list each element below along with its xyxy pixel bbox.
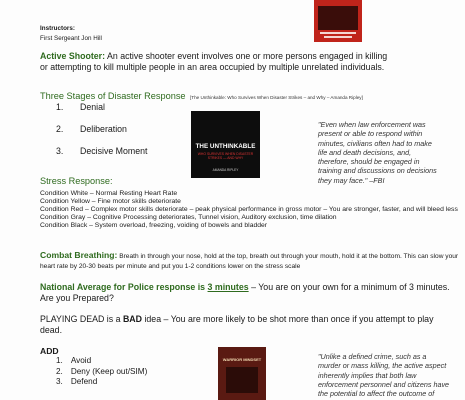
warrior-mindset-quote: "Unlike a defined crime, such as a murder or mass killing, the active aspect inherently implies that both law enforcement personnel and citizens have the potential to affect the outcome of [318, 352, 450, 399]
condition-red: Condition Red – Complex motor skills deteriorate – peak physical performance in gross motor – You are stronger, faster, and will bleed less [40, 206, 458, 214]
add-item-label: Defend [70, 377, 98, 386]
stage-item: 2. [56, 124, 64, 134]
add-item-label: Deny (Keep out/SIM) [70, 366, 148, 376]
stage-item-label: Decisive Moment [80, 146, 148, 156]
playing-dead-bad: BAD [122, 314, 143, 324]
police-response-term: National Average for Police response is [40, 282, 206, 292]
stage-item: 3. [56, 146, 64, 156]
condition-white: Condition White – Normal Resting Heart Rate [40, 190, 178, 197]
fbi-quote-attribution: –FBI [367, 175, 385, 185]
police-response-text: – You are on your own for a minimum of 3 minutes. Are you Prepared? [40, 282, 450, 303]
book2-title: WARRIOR MINDSET [222, 357, 262, 362]
add-item-label: Avoid [70, 356, 92, 365]
top-book-cover [314, 0, 362, 42]
combat-breathing [40, 251, 460, 271]
stage-item-label: Deliberation [80, 124, 127, 134]
playing-dead-text: idea – You are more likely to be shot more than once if you attempt to play dead. [40, 314, 434, 335]
unthinkable-book-cover [191, 111, 260, 178]
add-item: 3. Defend [56, 377, 98, 386]
three-stages-source: [The Unthinkable: Who Survives When Disaster Strikes – and Why – Amanda Ripley] [190, 95, 363, 100]
playing-dead-lead: PLAYING DEAD is a [40, 314, 123, 324]
stress-heading: Stress Response: [40, 176, 113, 186]
warrior-mindset-book-cover [218, 347, 266, 400]
instructor-name: First Sergeant Jon Hill [40, 35, 102, 42]
add-list [56, 356, 147, 388]
police-response-value: 3 minutes [207, 282, 249, 292]
condition-black: Condition Black – System overload, freezing, voiding of bowels and bladder [40, 222, 268, 230]
three-stages-heading: Three Stages of Disaster Response [40, 91, 186, 101]
playing-dead [40, 314, 455, 336]
combat-breathing-text: Breath in through your nose, hold at the top, breath out through your mouth, hold it at the bottom. This can slow your heart rate by 20-30 beats per minute and put you 1-2 conditions lower on the stress scale [40, 253, 459, 270]
book-subtitle: WHO SURVIVES WHEN DISASTER STRIKES — AND WHY [197, 152, 254, 160]
condition-yellow: Condition Yellow – Fine motor skills deteriorate [40, 198, 181, 206]
combat-breathing-term: Combat Breathing: [40, 250, 118, 260]
stress-conditions [40, 190, 460, 230]
active-shooter-definition [40, 51, 390, 73]
add-item: 1. Avoid [56, 356, 92, 365]
add-heading: ADD [40, 346, 59, 356]
add-item: 2. Deny (Keep out/SIM) [56, 366, 148, 376]
book-title: THE UNTHINKABLE [195, 143, 256, 150]
condition-gray: Condition Gray – Cognitive Processing deteriorates, Tunnel vision, Auditory exclusion, time dilation [40, 214, 337, 222]
active-shooter-text: An active shooter event involves one or more persons engaged in killing or attempting to kill multiple people in an area occupied by multiple unrelated individuals. [40, 51, 388, 72]
police-response [40, 282, 455, 304]
stage-item-label: Denial [80, 102, 105, 112]
instructors-label: Instructors: [40, 25, 75, 32]
stage-item: 1. [56, 102, 64, 112]
fbi-quote [318, 120, 443, 185]
active-shooter-term: Active Shooter: [40, 51, 106, 61]
fbi-quote-text: "Even when law enforcement was present or able to respond within minutes, civilians often had to make life and death decisions, and, therefore, should be engaged in training and discussions on decisions they may face." [318, 120, 437, 185]
book-author: AMANDA RIPLEY [212, 168, 239, 172]
